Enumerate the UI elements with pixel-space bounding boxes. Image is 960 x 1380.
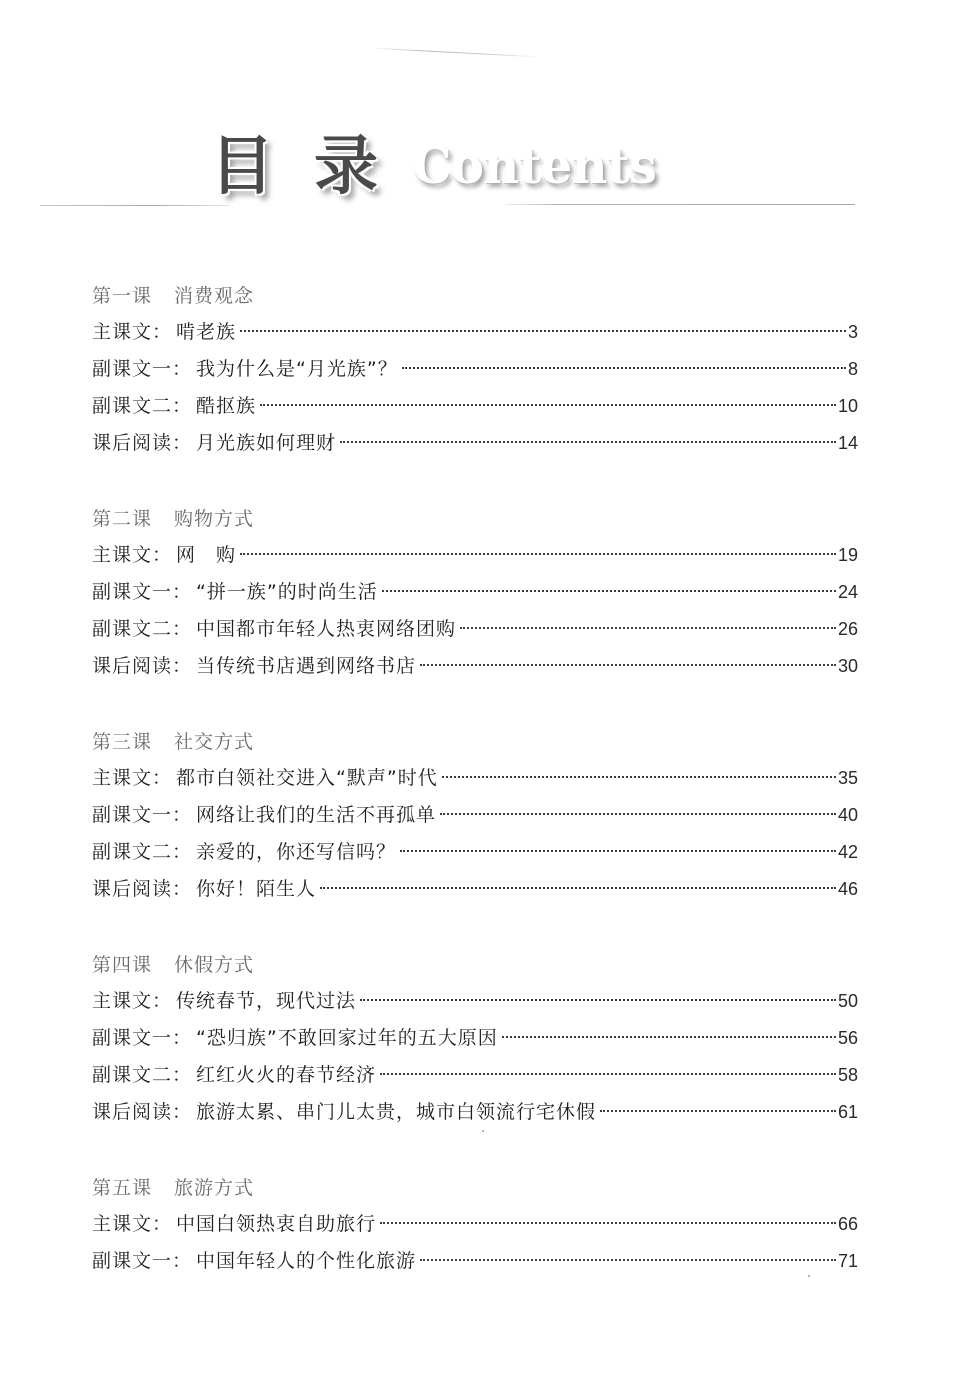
dot-leader bbox=[460, 626, 836, 629]
page-number: 71 bbox=[837, 1251, 858, 1271]
entry-title: 我为什么是“月光族”？ bbox=[196, 358, 398, 380]
scan-speck bbox=[482, 1130, 484, 1132]
entry-title: 旅游太累、串门儿太贵，城市白领流行宅休假 bbox=[196, 1101, 597, 1123]
entry-label: 副课文一： bbox=[92, 1250, 193, 1272]
entry-label: 副课文一： bbox=[92, 804, 193, 826]
entry-label: 副课文一： bbox=[92, 1027, 193, 1049]
title-rule-right bbox=[505, 204, 855, 205]
entry-label: 主课文： bbox=[92, 767, 173, 789]
page-title bbox=[210, 122, 656, 202]
page-number: 10 bbox=[837, 396, 858, 416]
entry-label: 副课文二： bbox=[92, 395, 193, 417]
dot-leader bbox=[442, 775, 836, 778]
toc-entry[interactable] bbox=[92, 1243, 858, 1280]
lesson-heading bbox=[92, 1170, 858, 1206]
page-number: 46 bbox=[837, 879, 858, 899]
entry-title: 红红火火的春节经济 bbox=[196, 1064, 377, 1086]
lesson-5 bbox=[92, 1170, 858, 1280]
lesson-topic: 旅游方式 bbox=[174, 1177, 255, 1199]
page-number: 19 bbox=[837, 545, 858, 565]
lesson-2 bbox=[92, 501, 858, 685]
toc-entry[interactable] bbox=[92, 425, 858, 462]
toc-entry[interactable] bbox=[92, 574, 858, 611]
dot-leader bbox=[360, 998, 836, 1001]
lesson-topic: 消费观念 bbox=[174, 285, 255, 307]
entry-title: 中国都市年轻人热衷网络团购 bbox=[196, 618, 457, 640]
dot-leader bbox=[402, 366, 846, 369]
dot-leader bbox=[420, 1258, 836, 1261]
entry-label: 课后阅读： bbox=[92, 655, 193, 677]
toc-entry[interactable] bbox=[92, 537, 858, 574]
lesson-heading bbox=[92, 501, 858, 537]
dot-leader bbox=[240, 552, 836, 555]
toc-entry[interactable] bbox=[92, 760, 858, 797]
dot-leader bbox=[400, 849, 836, 852]
dot-leader bbox=[440, 812, 836, 815]
dot-leader bbox=[260, 403, 836, 406]
page-number: 61 bbox=[837, 1102, 858, 1122]
lesson-number: 第四课 bbox=[92, 954, 153, 976]
entry-title: 网 购 bbox=[176, 544, 237, 566]
lesson-number: 第二课 bbox=[92, 508, 153, 530]
entry-title: 中国白领热衷自助旅行 bbox=[176, 1213, 377, 1235]
entry-title: 酷抠族 bbox=[196, 395, 257, 417]
entry-title: 你好！陌生人 bbox=[196, 878, 317, 900]
scan-artifact-line bbox=[370, 48, 540, 58]
lesson-1 bbox=[92, 278, 858, 462]
title-contents-english: Contents bbox=[412, 136, 657, 195]
page-number: 24 bbox=[837, 582, 858, 602]
lesson-heading bbox=[92, 947, 858, 983]
dot-leader bbox=[382, 589, 836, 592]
title-rule-left bbox=[40, 205, 230, 206]
entry-title: 当传统书店遇到网络书店 bbox=[196, 655, 417, 677]
page-number: 40 bbox=[837, 805, 858, 825]
toc-entry[interactable] bbox=[92, 1020, 858, 1057]
page-number: 66 bbox=[837, 1214, 858, 1234]
page-number: 8 bbox=[847, 359, 858, 379]
lesson-number: 第五课 bbox=[92, 1177, 153, 1199]
entry-title: 传统春节，现代过法 bbox=[176, 990, 357, 1012]
dot-leader bbox=[380, 1221, 836, 1224]
entry-label: 副课文二： bbox=[92, 1064, 193, 1086]
lesson-topic: 社交方式 bbox=[174, 731, 255, 753]
toc-entry[interactable] bbox=[92, 797, 858, 834]
page-number: 26 bbox=[837, 619, 858, 639]
entry-label: 主课文： bbox=[92, 990, 173, 1012]
dot-leader bbox=[320, 886, 836, 889]
toc-entry[interactable] bbox=[92, 314, 858, 351]
lesson-heading bbox=[92, 278, 858, 314]
dot-leader bbox=[420, 663, 836, 666]
entry-label: 副课文二： bbox=[92, 841, 193, 863]
entry-label: 课后阅读： bbox=[92, 878, 193, 900]
lesson-3 bbox=[92, 724, 858, 908]
entry-title: 网络让我们的生活不再孤单 bbox=[196, 804, 437, 826]
lesson-number: 第三课 bbox=[92, 731, 153, 753]
entry-title: 月光族如何理财 bbox=[196, 432, 337, 454]
page-number: 35 bbox=[837, 768, 858, 788]
entry-label: 副课文一： bbox=[92, 581, 193, 603]
lesson-heading bbox=[92, 724, 858, 760]
page-number: 42 bbox=[837, 842, 858, 862]
entry-label: 副课文二： bbox=[92, 618, 193, 640]
toc-entry[interactable] bbox=[92, 611, 858, 648]
entry-label: 课后阅读： bbox=[92, 432, 193, 454]
dot-leader bbox=[340, 440, 836, 443]
title-char-lu: 录 bbox=[314, 129, 378, 204]
entry-label: 主课文： bbox=[92, 544, 173, 566]
dot-leader bbox=[600, 1109, 836, 1112]
table-of-contents bbox=[92, 278, 858, 1319]
lesson-4 bbox=[92, 947, 858, 1131]
entry-label: 主课文： bbox=[92, 321, 173, 343]
page-number: 30 bbox=[837, 656, 858, 676]
lesson-topic: 休假方式 bbox=[174, 954, 255, 976]
toc-entry[interactable] bbox=[92, 983, 858, 1020]
scan-speck bbox=[808, 1275, 810, 1277]
page-number: 50 bbox=[837, 991, 858, 1011]
dot-leader bbox=[380, 1072, 836, 1075]
toc-entry[interactable] bbox=[92, 834, 858, 871]
entry-title: 亲爱的，你还写信吗？ bbox=[196, 841, 397, 863]
toc-entry[interactable] bbox=[92, 871, 858, 908]
entry-title: “拼一族”的时尚生活 bbox=[196, 581, 378, 603]
toc-entry[interactable] bbox=[92, 648, 858, 685]
dot-leader bbox=[240, 329, 846, 332]
toc-entry[interactable] bbox=[92, 1057, 858, 1094]
page-number: 56 bbox=[837, 1028, 858, 1048]
toc-entry[interactable] bbox=[92, 388, 858, 425]
lesson-topic: 购物方式 bbox=[174, 508, 255, 530]
entry-title: 中国年轻人的个性化旅游 bbox=[196, 1250, 417, 1272]
page-number: 3 bbox=[847, 322, 858, 342]
entry-title: 都市白领社交进入“默声”时代 bbox=[176, 767, 438, 789]
lesson-number: 第一课 bbox=[92, 285, 153, 307]
toc-entry[interactable] bbox=[92, 351, 858, 388]
dot-leader bbox=[502, 1035, 836, 1038]
entry-title: 啃老族 bbox=[176, 321, 237, 343]
title-char-mu: 目 bbox=[210, 129, 274, 204]
entry-label: 副课文一： bbox=[92, 358, 193, 380]
toc-entry[interactable] bbox=[92, 1206, 858, 1243]
entry-label: 课后阅读： bbox=[92, 1101, 193, 1123]
page-number: 14 bbox=[837, 433, 858, 453]
toc-entry[interactable] bbox=[92, 1094, 858, 1131]
page-number: 58 bbox=[837, 1065, 858, 1085]
entry-title: “恐归族”不敢回家过年的五大原因 bbox=[196, 1027, 498, 1049]
entry-label: 主课文： bbox=[92, 1213, 173, 1235]
